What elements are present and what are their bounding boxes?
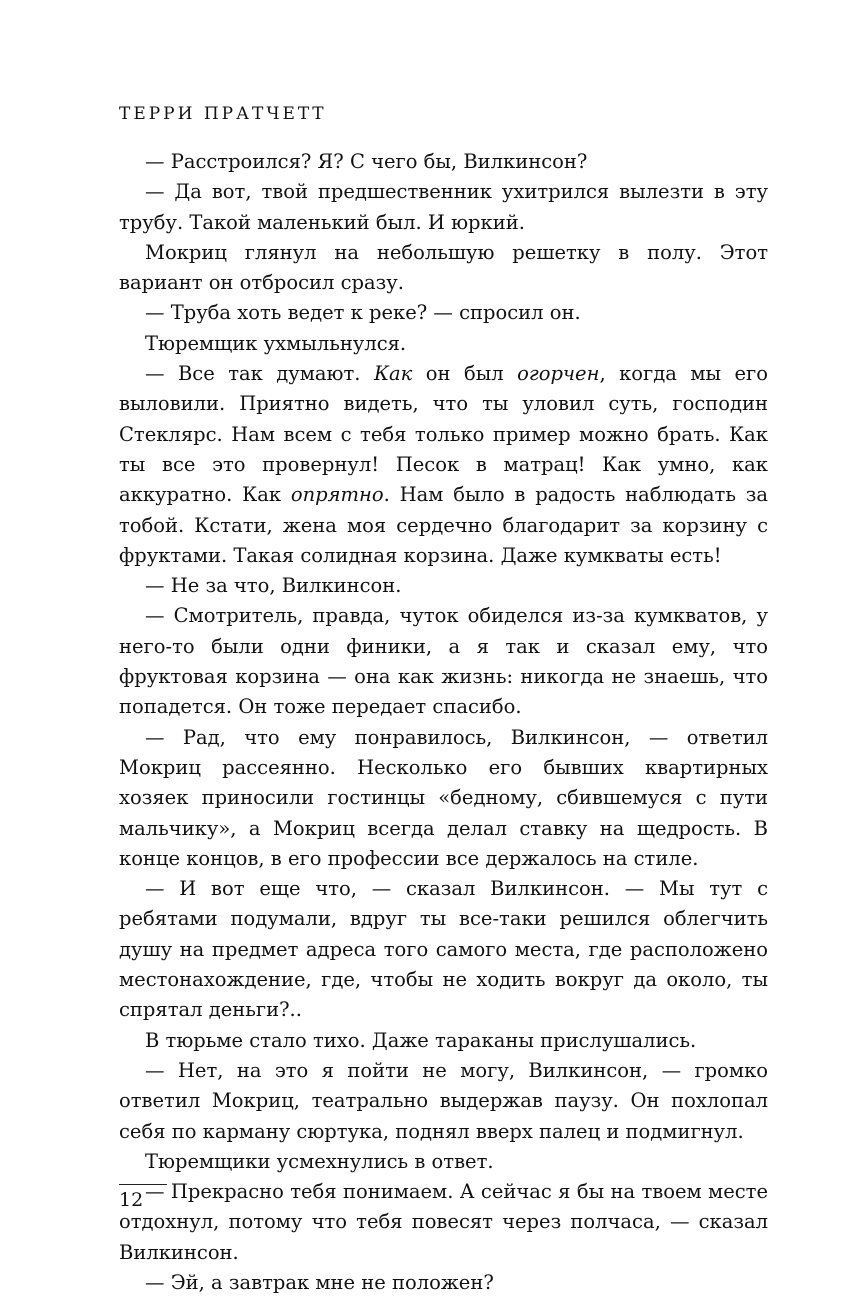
footer-rule	[119, 1184, 167, 1185]
emphasis-text: опрятно	[290, 483, 384, 507]
text-run: — И вот еще что, — сказал Вилкинсон. — Мы тут с ребятами подумали, вдруг ты все-таки решился облегчить душу на предмет адреса того самого места, где расположено местонахождение, где, чтобы не ходить вокруг да около, ты спрятал деньги?..	[119, 877, 768, 1022]
text-run: — Труба хоть ведет к реке? — спросил он.	[145, 301, 581, 325]
paragraph	[119, 147, 768, 177]
paragraph	[119, 177, 768, 238]
paragraph	[119, 1177, 768, 1268]
text-run: — Нет, на это я пойти не могу, Вилкинсон, — громко ответил Мокриц, театрально выдержав паузу. Он похлопал себя по карману сюртука, поднял вверх палец и подмигнул.	[119, 1058, 768, 1143]
paragraph	[119, 298, 768, 328]
emphasis-text: огорчен	[517, 362, 600, 386]
text-run: В тюрьме стало тихо. Даже тараканы прислушались.	[145, 1028, 697, 1052]
running-head: ТЕРРИ ПРАТЧЕТТ	[119, 104, 327, 124]
text-run: — Да вот, твой предшественник ухитрился вылезти в эту трубу. Такой маленький был. И юркий.	[119, 180, 768, 234]
text-run: — Прекрасно тебя понимаем. А сейчас я бы на твоем месте отдохнул, потому что тебя повесят через полчаса, — сказал Вилкинсон.	[119, 1180, 768, 1264]
text-run: — Расстроился? Я? С чего бы, Вилкинсон?	[145, 150, 588, 173]
text-run: — Рад, что ему понравилось, Вилкинсон, — ответил Мокриц рассеянно. Несколько его бывших квартирных хозяек приносили гостинцы «бедному, сбившемуся с пути мальчику», а Мокриц всегда делал ставку на щедрость. В конце концов, в его профессии все держалось на стиле.	[119, 725, 768, 870]
text-run: . Нам было в радость наблюдать за тобой. Кстати, жена моя сердечно благодарит за корзину с фруктами. Такая солидная корзина. Даже кумкваты есть!	[119, 483, 769, 567]
paragraph	[119, 723, 768, 874]
text-run: Тюремщики усмехнулись в ответ.	[145, 1149, 494, 1173]
page-number: 12	[119, 1189, 144, 1211]
paragraph	[119, 601, 768, 722]
page-body	[119, 147, 768, 1298]
emphasis-text: Как	[373, 362, 413, 386]
text-run: — Не за что, Вилкинсон.	[145, 574, 402, 598]
paragraph	[119, 359, 768, 571]
paragraph	[119, 874, 768, 1025]
paragraph	[119, 329, 768, 359]
text-run: — Все так думают.	[145, 362, 374, 386]
paragraph	[119, 1056, 768, 1147]
paragraph	[119, 238, 768, 299]
text-run: — Смотритель, правда, чуток обиделся из-за кумкватов, у него-то были одни финики, а я так и сказал ему, что фруктовая корзина — она как жизнь: никогда не знаешь, что попадется. Он тоже передает спасибо.	[119, 604, 768, 719]
text-run: Мокриц глянул на небольшую решетку в полу. Этот вариант он отбросил сразу.	[119, 240, 768, 295]
paragraph	[119, 571, 768, 601]
text-run: — Эй, а завтрак мне не положен?	[145, 1270, 494, 1294]
text-run: Тюремщик ухмыльнулся.	[145, 331, 407, 355]
paragraph	[119, 1268, 768, 1298]
text-run: он был	[412, 362, 518, 386]
paragraph	[119, 1026, 768, 1056]
paragraph	[119, 1147, 768, 1177]
text-run: , когда мы его выловили. Приятно видеть, что ты уловил суть, господин Стеклярс. Нам всем с тебя только пример можно брать. Как ты все это провернул! Песок в матрац! Как умно, как аккуратно. Как	[119, 362, 768, 507]
